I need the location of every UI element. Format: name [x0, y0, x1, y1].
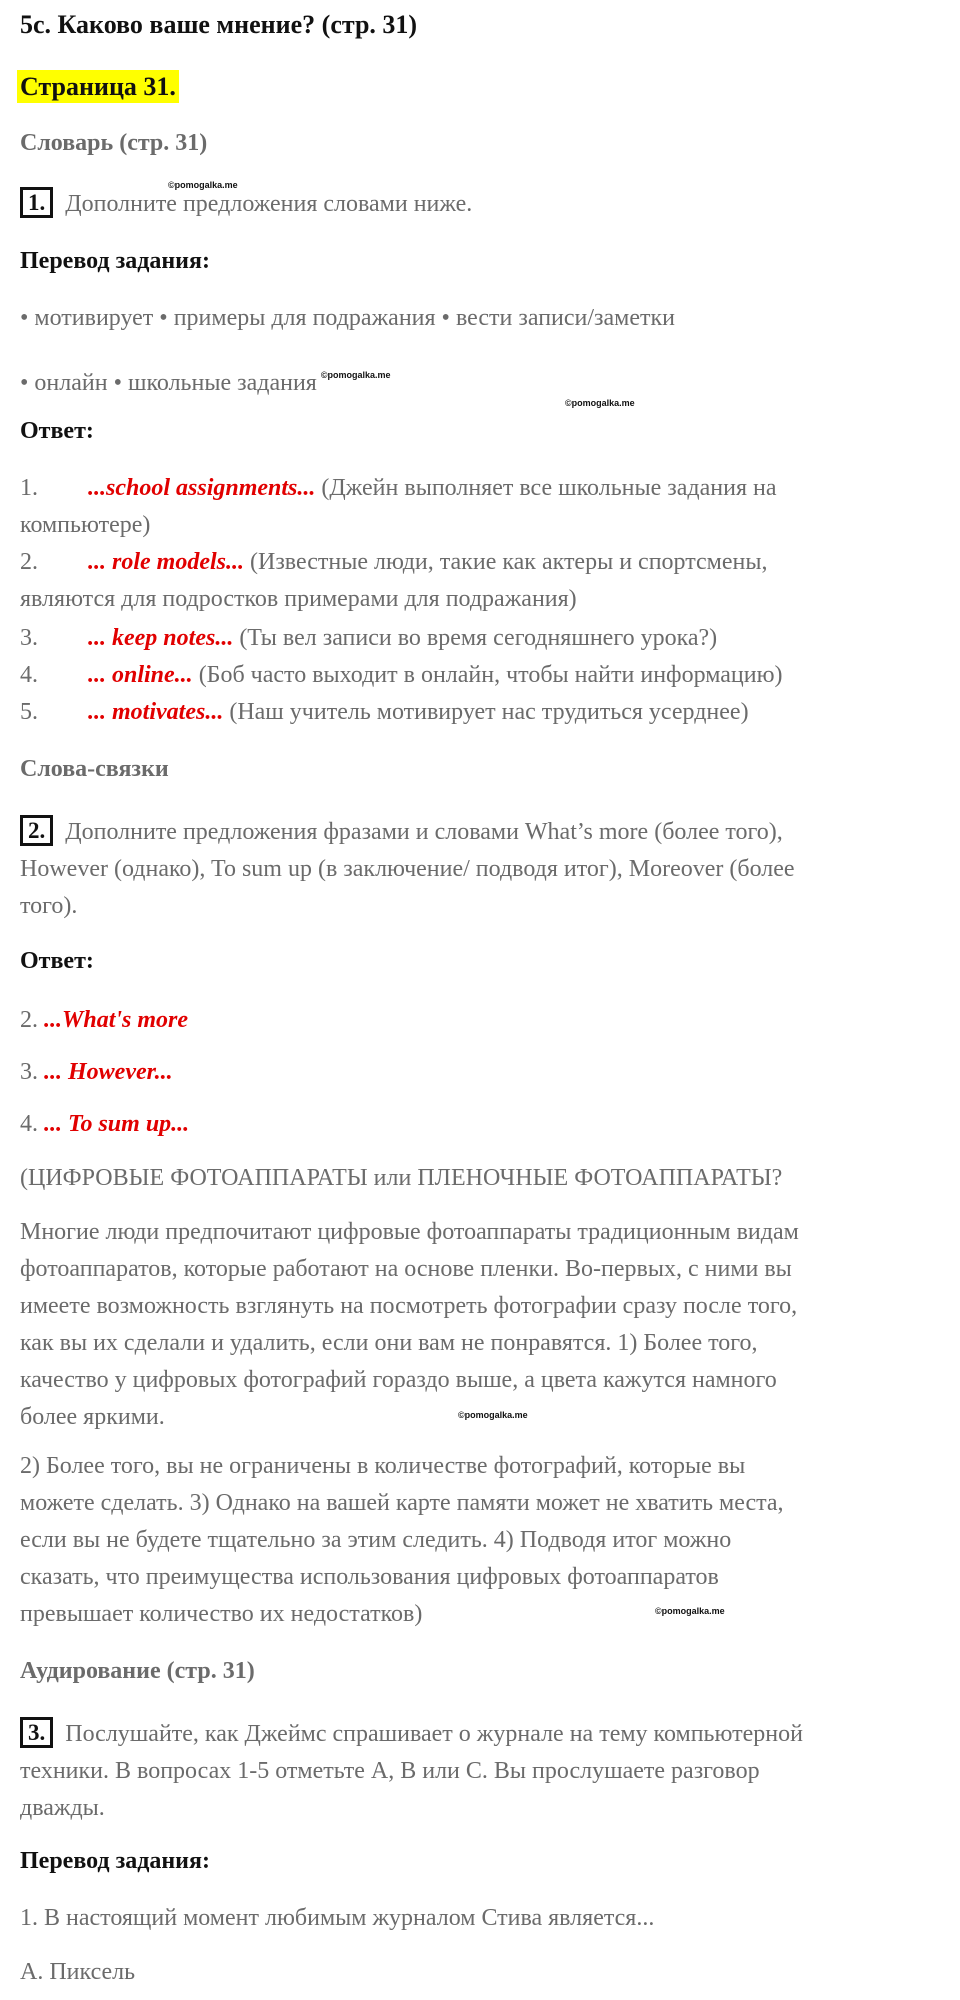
essay-paragraph-2	[20, 1448, 950, 1633]
task-number: 2.	[20, 815, 53, 846]
paragraph-line: 2) Более того, вы не ограничены в количестве фотографий, которые вы	[20, 1453, 746, 1479]
watermark: ©pomogalka.me	[320, 370, 391, 380]
watermark: ©pomogalka.me	[458, 1410, 528, 1420]
answer-note: (Ты вел записи во время сегодняшнего урока?)	[233, 625, 718, 651]
answer-number: 1.	[20, 475, 38, 501]
translation-heading: Перевод задания:	[20, 248, 210, 274]
words-line-2-text: • онлайн • школьные задания	[20, 370, 317, 396]
essay-paragraph-1	[20, 1214, 950, 1436]
task-number: 3.	[20, 1717, 53, 1748]
question-1: 1. В настоящий момент любимым журналом Стива является...	[20, 1905, 655, 1931]
linker-answer-3	[20, 1106, 189, 1143]
answer-row-3	[20, 620, 950, 657]
linkers-heading: Слова-связки	[20, 756, 169, 782]
linker-answer-2	[20, 1054, 173, 1091]
paragraph-line: Многие люди предпочитают цифровые фотоаппараты традиционным видам	[20, 1219, 799, 1245]
listening-heading: Аудирование (стр. 31)	[20, 1658, 255, 1684]
answer-row-4	[20, 657, 950, 694]
task-number: 1.	[20, 187, 53, 218]
answer-number: 2.	[20, 549, 38, 575]
answer-row-1	[20, 470, 950, 544]
task-text: Послушайте, как Джеймс спрашивает о журнале на тему компьютерной	[65, 1721, 803, 1747]
paragraph-line: если вы не будете тщательно за этим следить. 4) Подводя итог можно	[20, 1527, 732, 1553]
task-text-line-3: того).	[20, 893, 78, 919]
translation-heading: Перевод задания:	[20, 1848, 210, 1874]
task-text: Дополните предложения словами ниже.	[65, 191, 473, 217]
answer-number: 4.	[20, 662, 38, 688]
task-text-line-2: техники. В вопросах 1-5 отметьте A, B или C. Вы прослушаете разговор	[20, 1758, 760, 1784]
answer-number: 4.	[20, 1111, 44, 1137]
answer-text: ... To sum up...	[44, 1111, 190, 1137]
answer-note: (Известные люди, такие как актеры и спортсмены,	[244, 549, 768, 575]
answer-row-2	[20, 544, 950, 618]
answer-note: (Наш учитель мотивирует нас трудиться усерднее)	[223, 699, 749, 725]
watermark: ©pomogalka.me	[168, 180, 238, 190]
watermark: ©pomogalka.me	[565, 398, 635, 408]
answer-heading: Ответ:	[20, 418, 94, 444]
paragraph-line: имеете возможность взглянуть на посмотреть фотографии сразу после того,	[20, 1293, 798, 1319]
paragraph-line: можете сделать. 3) Однако на вашей карте памяти может не хватить места,	[20, 1490, 784, 1516]
paragraph-line: превышает количество их недостатков)	[20, 1601, 423, 1627]
task-2	[20, 814, 940, 925]
answer-row-5	[20, 694, 950, 731]
answer-number: 3.	[20, 1059, 44, 1085]
answer-number: 3.	[20, 625, 38, 651]
page-label	[17, 72, 179, 102]
watermark: ©pomogalka.me	[655, 1606, 725, 1616]
answer-number: 5.	[20, 699, 38, 725]
answer-note-cont: компьютере)	[20, 512, 151, 538]
option-a: A. Пиксель	[20, 1959, 136, 1985]
vocab-heading: Словарь (стр. 31)	[20, 130, 208, 156]
paragraph-line: фотоаппаратов, которые работают на основе пленки. Во-первых, с ними вы	[20, 1256, 792, 1282]
paragraph-line: сказать, что преимущества использования цифровых фотоаппаратов	[20, 1564, 719, 1590]
task-text: Дополните предложения фразами и словами What’s more (более того),	[65, 819, 783, 845]
paragraph-line: качество у цифровых фотографий гораздо выше, а цвета кажутся намного	[20, 1367, 777, 1393]
words-line-1: • мотивирует • примеры для подражания • вести записи/заметки	[20, 305, 676, 331]
words-line-2	[20, 357, 391, 402]
answer-text: ...school assignments...	[88, 475, 316, 501]
answer-text: ...What's more	[44, 1007, 189, 1033]
answer-note: (Боб часто выходит в онлайн, чтобы найти информацию)	[192, 662, 783, 688]
essay-title: (ЦИФРОВЫЕ ФОТОАППАРАТЫ или ПЛЕНОЧНЫЕ ФОТОАППАРАТЫ?	[20, 1165, 783, 1191]
page-label-highlight: Страница 31.	[17, 70, 179, 103]
answer-text: ... role models...	[88, 549, 244, 575]
answer-text: ... motivates...	[88, 699, 224, 725]
answer-text: ... keep notes...	[88, 625, 234, 651]
answer-heading: Ответ:	[20, 948, 94, 974]
task-text-line-3: дважды.	[20, 1795, 105, 1821]
answer-text: ... online...	[88, 662, 193, 688]
linker-answer-1	[20, 1002, 188, 1039]
answer-note: (Джейн выполняет все школьные задания на	[315, 475, 777, 501]
task-3	[20, 1716, 950, 1827]
page-title: 5c. Каково ваше мнение? (стр. 31)	[20, 10, 418, 39]
answer-number: 2.	[20, 1007, 44, 1033]
task-text-line-2: However (однако), To sum up (в заключение/ подводя итог), Moreover (более	[20, 856, 795, 882]
answer-text: ... However...	[44, 1059, 173, 1085]
paragraph-line: как вы их сделали и удалить, если они вам не понравятся. 1) Более того,	[20, 1330, 758, 1356]
task-1	[20, 186, 472, 223]
answer-note-cont: являются для подростков примерами для подражания)	[20, 586, 577, 612]
paragraph-line: более яркими.	[20, 1404, 165, 1430]
